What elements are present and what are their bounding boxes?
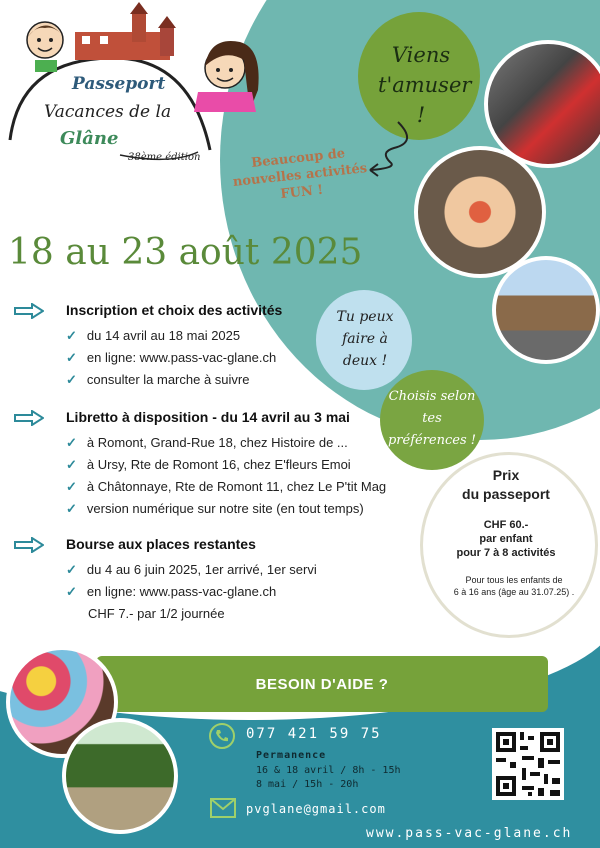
horse-ride-photo <box>62 718 178 834</box>
phone-number[interactable]: 077 421 59 75 <box>246 726 382 742</box>
section-title-bourse: Bourse aux places restantes <box>66 536 256 552</box>
price-note-line1: Pour tous les enfants de <box>465 575 563 585</box>
check-icon: ✓ <box>66 501 77 516</box>
price-per-child: par enfant <box>479 533 533 545</box>
logo-line2: Vacances de la <box>44 102 172 122</box>
deux-text: Tu peux faire à deux ! <box>336 309 394 369</box>
section-arrow-icon <box>14 303 44 319</box>
phone-icon <box>208 722 236 750</box>
list-item <box>66 457 351 473</box>
list-item-text: version numérique sur notre site (en tout temps) <box>86 501 364 516</box>
section-arrow-icon <box>14 537 44 553</box>
section-arrow-icon <box>14 410 44 426</box>
logo-line1: Passeport <box>72 74 166 94</box>
permanence-hours <box>256 764 401 792</box>
section-title-libretto: Libretto à disposition - du 14 avril au 3 mai <box>66 409 350 425</box>
price-title-line1: Prix <box>492 467 520 483</box>
list-item <box>66 501 364 517</box>
list-item <box>66 372 249 388</box>
permanence-line2: 8 mai / 15h - 20h <box>256 779 359 790</box>
check-icon: ✓ <box>66 372 77 387</box>
price-note <box>430 574 598 598</box>
logo-line3: Glâne <box>60 128 119 149</box>
check-icon: ✓ <box>66 479 77 494</box>
check-icon: ✓ <box>66 350 77 365</box>
list-item <box>66 479 386 495</box>
list-item-text: à Châtonnaye, Rte de Romont 11, chez Le P'tit Mag <box>86 479 387 494</box>
check-icon: ✓ <box>66 562 77 577</box>
list-item-text: en ligne: www.pass-vac-glane.ch <box>86 584 277 599</box>
viens-text: Viens t'amuser ! <box>378 43 472 127</box>
website-link[interactable]: www.pass-vac-glane.ch <box>366 826 573 841</box>
email-icon <box>210 798 236 818</box>
list-item <box>66 350 276 366</box>
price-detail <box>426 518 586 560</box>
list-item-text: à Romont, Grand-Rue 18, chez Histoire de ... <box>86 435 348 450</box>
list-item-text: à Ursy, Rte de Romont 16, chez E'fleurs Emoi <box>86 457 351 472</box>
choisis-text: Choisis selon tes préférences ! <box>387 389 477 448</box>
curly-arrow-icon <box>360 118 420 178</box>
price-title <box>426 466 586 504</box>
check-icon: ✓ <box>66 584 77 599</box>
check-icon: ✓ <box>66 457 77 472</box>
list-item-text: consulter la marche à suivre <box>86 372 250 387</box>
check-icon: ✓ <box>66 328 77 343</box>
qr-code-image <box>492 728 564 800</box>
list-item-text: du 4 au 6 juin 2025, 1er arrivé, 1er servi <box>86 562 317 577</box>
list-item <box>66 562 317 578</box>
price-title-line2: du passeport <box>462 486 550 502</box>
flowers-hands-photo <box>414 146 546 278</box>
date-title: 18 au 23 août 2025 <box>8 232 363 273</box>
list-item <box>66 328 240 344</box>
list-item <box>66 584 276 600</box>
fun-note: Beaucoup de nouvelles activités FUN ! <box>232 146 368 203</box>
price-note-line2: 6 à 16 ans (âge au 31.07.25) . <box>453 587 575 597</box>
section-title-inscription: Inscription et choix des activités <box>66 302 283 318</box>
logo-edition: 38ème édition <box>128 152 201 163</box>
list-item-text: du 14 avril au 18 mai 2025 <box>86 328 241 343</box>
list-item <box>66 435 348 451</box>
price-activities: pour 7 à 8 activités <box>456 547 556 559</box>
qr-code[interactable] <box>492 728 564 800</box>
sawmill-photo <box>492 256 600 364</box>
help-button[interactable]: BESOIN D'AIDE ? <box>96 656 548 712</box>
email-address[interactable]: pvglane@gmail.com <box>246 802 386 816</box>
permanence-label: Permanence <box>256 750 327 761</box>
list-item-extra: CHF 7.- par 1/2 journée <box>88 606 225 621</box>
check-icon: ✓ <box>66 435 77 450</box>
permanence-line1: 16 & 18 avril / 8h - 15h <box>256 765 401 776</box>
list-item-text: en ligne: www.pass-vac-glane.ch <box>86 350 277 365</box>
price-amount: CHF 60.- <box>483 519 529 531</box>
